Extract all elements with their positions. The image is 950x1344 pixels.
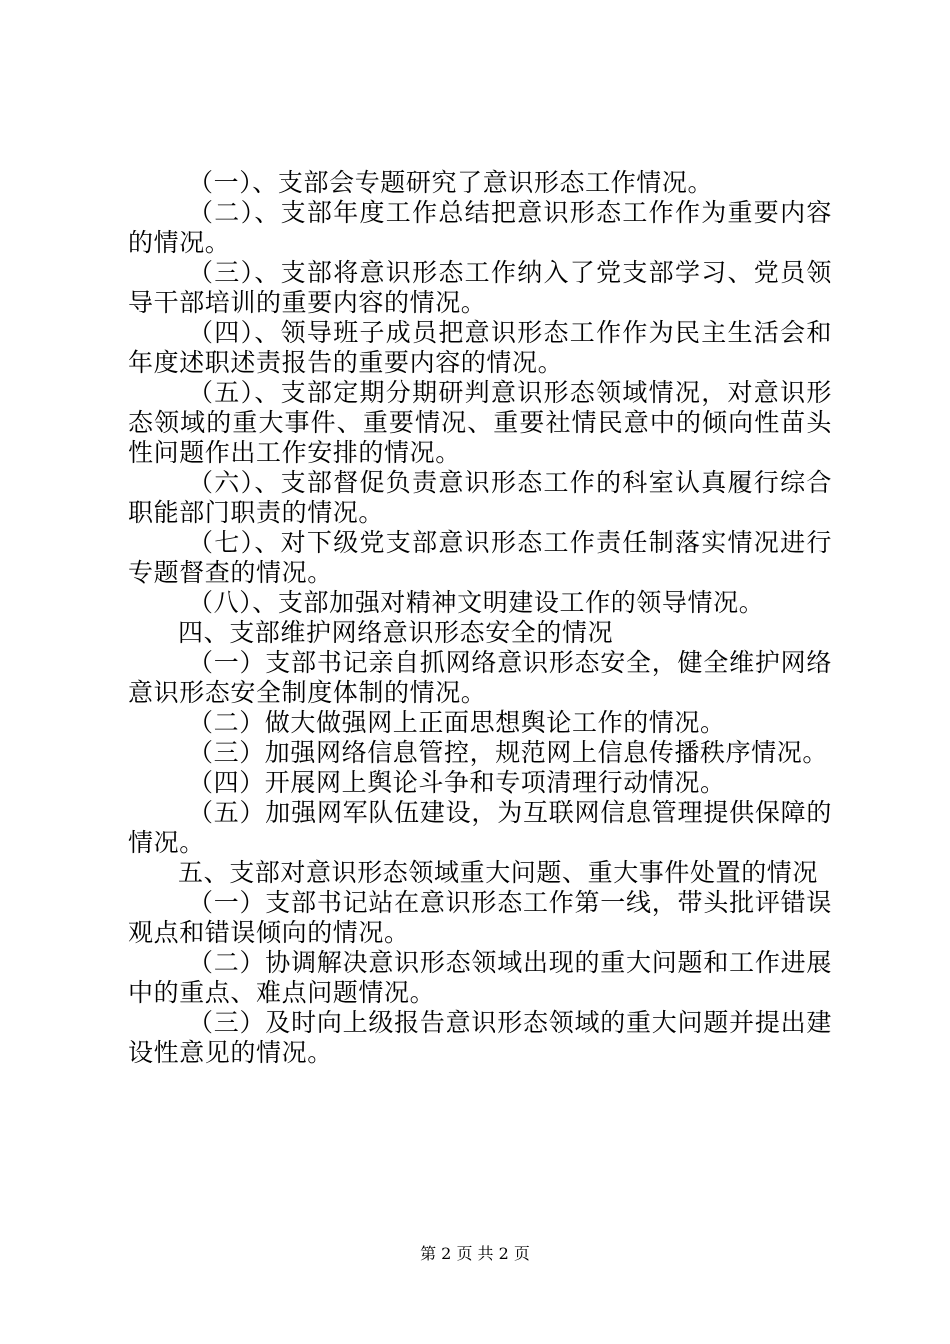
item-5-3: （三）及时向上级报告意识形态领域的重大问题并提出建设性意见的情况。: [128, 1008, 832, 1067]
item-1-1: （一）、支部会专题研究了意识形态工作情况。: [188, 168, 714, 197]
item-4-5: （五）加强网军队伍建设，为互联网信息管理提供保障的情况。: [128, 798, 832, 857]
page-footer: [0, 1244, 950, 1264]
section-heading-4: 四、支部维护网络意识形态安全的情况: [178, 618, 614, 647]
item-4-1: （一）支部书记亲自抓网络意识形态安全，健全维护网络意识形态安全制度体制的情况。: [128, 648, 832, 707]
item-1-5: （五）、支部定期分期研判意识形态领域情况，对意识形态领域的重大事件、重要情况、重要社情民意中的倾向性苗头性问题作出工作安排的情况。: [128, 378, 832, 467]
item-1-6: （六）、支部督促负责意识形态工作的科室认真履行综合职能部门职责的情况。: [128, 468, 832, 527]
document-body: [128, 168, 832, 1068]
item-1-7: （七）、对下级党支部意识形态工作责任制落实情况进行专题督查的情况。: [128, 528, 832, 587]
item-1-4: （四）、领导班子成员把意识形态工作作为民主生活会和年度述职述责报告的重要内容的情况。: [128, 318, 832, 377]
item-5-2: （二）协调解决意识形态领域出现的重大问题和工作进展中的重点、难点问题情况。: [128, 948, 832, 1007]
item-5-1: （一）支部书记站在意识形态工作第一线，带头批评错误观点和错误倾向的情况。: [128, 888, 832, 947]
section-heading-5: 五、支部对意识形态领域重大问题、重大事件处置的情况: [178, 858, 819, 887]
page-number-label: 第 2 页 共 2 页: [420, 1244, 530, 1263]
item-1-8: （八）、支部加强对精神文明建设工作的领导情况。: [188, 588, 765, 617]
item-4-4: （四）开展网上舆论斗争和专项清理行动情况。: [188, 768, 726, 797]
item-1-3: （三）、支部将意识形态工作纳入了党支部学习、党员领导干部培训的重要内容的情况。: [128, 258, 832, 317]
item-1-2: （二）、支部年度工作总结把意识形态工作作为重要内容的情况。: [128, 198, 832, 257]
item-4-3: （三）加强网络信息管控，规范网上信息传播秩序情况。: [188, 738, 829, 767]
item-4-2: （二）做大做强网上正面思想舆论工作的情况。: [188, 708, 726, 737]
